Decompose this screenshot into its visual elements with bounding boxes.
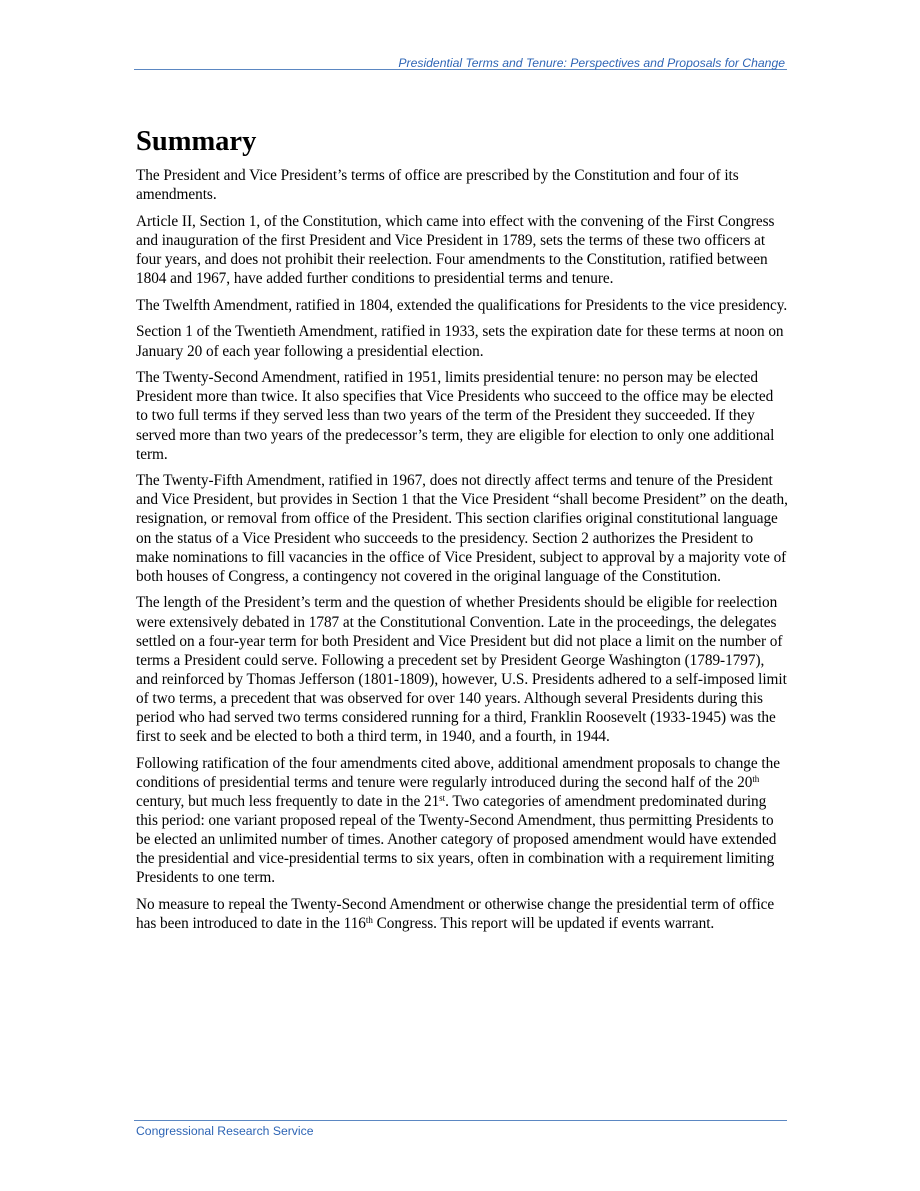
paragraph-amendment-proposals bbox=[136, 754, 788, 888]
superscript-ordinal: th bbox=[365, 915, 373, 926]
paragraph-convention-history: The length of the President’s term and the question of whether Presidents should be eligible for reelection were extensively debated in 1787 at the Constitutional Convention. Late in the proceedings, the delegates settled on a four-year term for both President and Vice President but did not place a limit on the number of terms a President could serve. Following a precedent set by President George Washington (1789-1797), and reinforced by Thomas Jefferson (1801-1809), however, U.S. Presidents adhered to a self-imposed limit of two terms, a precedent that was observed for over 140 years. Although several Presidents during this period who had served two terms considered running for a third, Franklin Roosevelt (1933-1945) was the first to seek and be elected to both a third term, in 1940, and a fourth, in 1944. bbox=[136, 594, 787, 746]
paragraph-current-status-text-1: No measure to repeal the Twenty-Second Amendment or otherwise change the presidential term of office has been introduced to date in the 116 bbox=[136, 896, 775, 933]
paragraph-twenty-fifth-amendment: The Twenty-Fifth Amendment, ratified in 1967, does not directly affect terms and tenure of the President and Vice President, but provides in Section 1 that the Vice President “shall become President” on the death, resignation, or removal from office of the President. This section clarifies original constitutional language on the status of a Vice President who succeeds to the presidency. Section 2 authorizes the President to make nominations to fill vacancies in the office of Vice President, subject to approval by a majority vote of both houses of Congress, a contingency not covered in the original language of the Constitution. bbox=[136, 472, 788, 585]
paragraph-amendment-proposals-text-1: Following ratification of the four amendments cited above, additional amendment proposals to change the conditions of presidential terms and tenure were regularly introduced during the second half of the 20 bbox=[136, 754, 780, 791]
paragraph-article-ii: Article II, Section 1, of the Constitution, which came into effect with the convening of the First Congress and inauguration of the first President and Vice President in 1789, sets the terms of these two officers at four years, and does not prohibit their reelection. Four amendments to the Constitution, ratified between 1804 and 1967, have added further conditions to presidential terms and tenure. bbox=[136, 212, 775, 288]
paragraph-twenty-second-amendment: The Twenty-Second Amendment, ratified in 1951, limits presidential tenure: no person may be elected President more than twice. It also specifies that Vice Presidents who succeed to the office may be elected to two full terms if they served less than two years of the term of the President they succeeded. If they served more than two years of the predecessor’s term, they are eligible for election to only one additional term. bbox=[136, 369, 775, 463]
paragraph-twelfth-amendment: The Twelfth Amendment, ratified in 1804, extended the qualifications for Presidents to the vice presidency. bbox=[136, 296, 788, 314]
superscript-ordinal: th bbox=[752, 773, 760, 784]
superscript-ordinal: st bbox=[439, 792, 446, 803]
paragraph-amendment-proposals-text-2: century, but much less frequently to date in the 21 bbox=[136, 792, 440, 810]
footer-organization: Congressional Research Service bbox=[136, 1124, 314, 1138]
paragraph-twentieth-amendment: Section 1 of the Twentieth Amendment, ratified in 1933, sets the expiration date for these terms at noon on January 20 of each year following a presidential election. bbox=[136, 323, 784, 360]
paragraph-intro: The President and Vice President’s terms of office are prescribed by the Constitution and four of its amendments. bbox=[136, 167, 739, 204]
paragraph-amendment-proposals-text-3: . Two categories of amendment predominated during this period: one variant proposed repeal of the Twenty-Second Amendment, thus permitting Presidents to be elected an unlimited number of times. Another category of proposed amendment would have extended the presidential and vice-presidential terms to six years, often in combination with a requirement limiting Presidents to one term. bbox=[136, 792, 777, 887]
document-body bbox=[136, 126, 788, 941]
running-header-title: Presidential Terms and Tenure: Perspectives and Proposals for Change bbox=[398, 56, 785, 70]
page-footer bbox=[134, 1120, 787, 1139]
section-title: Summary bbox=[136, 126, 257, 157]
paragraph-current-status bbox=[136, 895, 788, 933]
running-header bbox=[134, 54, 787, 70]
paragraph-current-status-text-2: Congress. This report will be updated if events warrant. bbox=[372, 915, 715, 933]
